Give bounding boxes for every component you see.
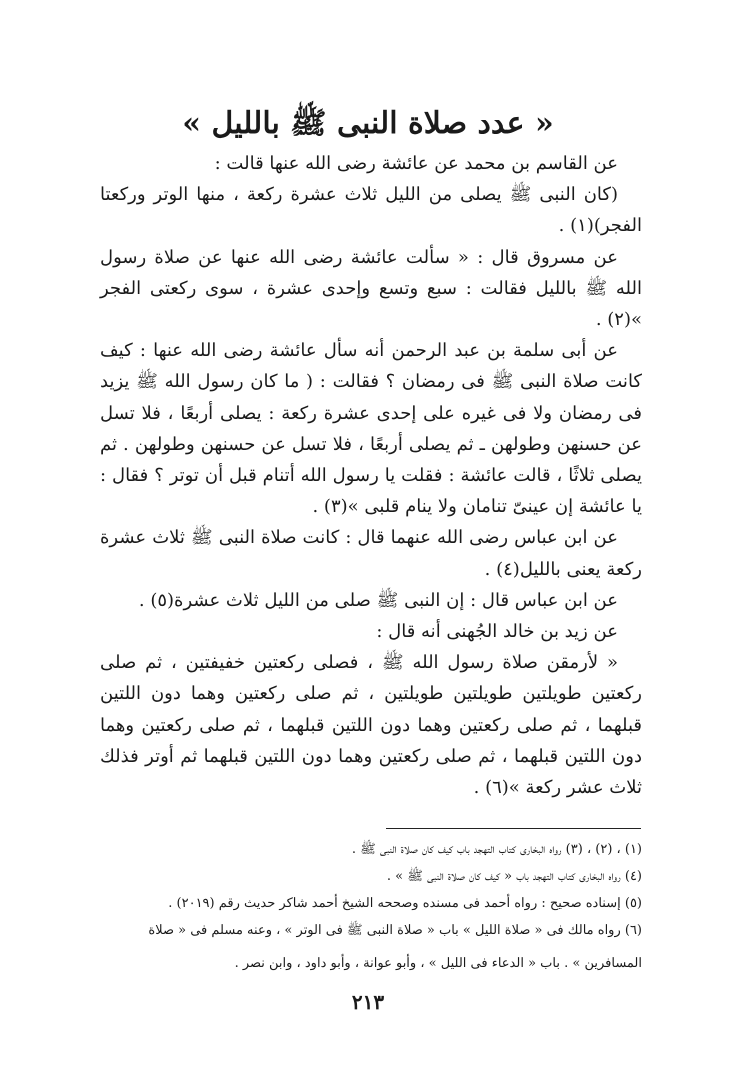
paragraph: عن زيد بن خالد الجُهنى أنه قال : xyxy=(376,621,618,643)
main-text xyxy=(100,148,642,803)
footnote: (٥) إسناده صحيح : رواه أحمد فى مسنده وصححه الشيخ أحمد شاكر حديث رقم (٢٠١٩) . xyxy=(168,896,642,911)
footnote-separator xyxy=(386,828,641,829)
footnote: (٦) رواه مالك فى « صلاة الليل » باب « صلاة النبى ﷺ فى الوتر » ، وعنه مسلم فى « صلاة xyxy=(148,923,642,938)
page-number: ٢١٣ xyxy=(351,990,385,1014)
paragraph: عن مسروق قال : « سألت عائشة رضى الله عنها عن صلاة رسول الله ﷺ بالليل فقالت : سبع وتسع وإحدى عشرة ، سوى ركعتى الفجر »(٢) . xyxy=(100,246,642,331)
footnote: (١) ، (٢) ، (٣) رواه البخارى كتاب التهجد باب كيف كان صلاة النبى ﷺ . xyxy=(351,842,642,857)
paragraph: عن القاسم بن محمد عن عائشة رضى الله عنها قالت : xyxy=(214,153,618,174)
paragraph: عن ابن عباس رضى الله عنهما قال : كانت صلاة النبى ﷺ ثلاث عشرة ركعة يعنى بالليل(٤) . xyxy=(100,527,642,580)
footnote: المسافرين » . باب « الدعاء فى الليل » ، وأبو عوانة ، وأبو داود ، وابن نصر . xyxy=(234,956,642,971)
section-title: « عدد صلاة النبى ﷺ بالليل » xyxy=(182,106,554,141)
paragraph: « لأرمقن صلاة رسول الله ﷺ ، فصلى ركعتين خفيفتين ، ثم صلى ركعتين طويلتين طويلتين طويلتين ، ثم صلى ركعتين وهما دون اللتين قبلهما ، ثم صلى ركعتين وهما دون اللتين قبلهما ، ثم صلى ركعتين وهما دون اللتين قبلهما ، ثم صلى ركعتين وهما دون اللتين قبلهما ثم أوتر فذلك ثلاث عشر ركعة »(٦) . xyxy=(100,652,642,799)
footnote: (٤) رواه البخارى كتاب التهجد باب « كيف كان صلاة النبى ﷺ » . xyxy=(386,869,642,884)
paragraph: عن ابن عباس قال : إن النبى ﷺ صلى من الليل ثلاث عشرة(٥) . xyxy=(138,589,618,611)
footnotes xyxy=(100,836,642,977)
paragraph: (كان النبى ﷺ يصلى من الليل ثلاث عشرة ركعة ، منها الوتر وركعتا الفجر)(١) . xyxy=(100,184,642,237)
paragraph: عن أبى سلمة بن عبد الرحمن أنه سأل عائشة رضى الله عنها : كيف كانت صلاة النبى ﷺ فى رمضان ؟ فقالت : ( ما كان رسول الله ﷺ يزيد فى رمضان ولا فى غيره على إحدى عشرة ركعة : يصلى أربعًا ، فلا تسل عن حسنهن وطولهن ـ ثم يصلى أربعًا ، فلا تسل عن حسنهن وطولهن . ثم يصلى ثلاثًا ، قالت عائشة : فقلت يا رسول الله أتنام قبل أن توتر ؟ فقال : يا عائشة إن عينىّ تنامان ولا ينام قلبى »(٣) . xyxy=(100,340,642,518)
